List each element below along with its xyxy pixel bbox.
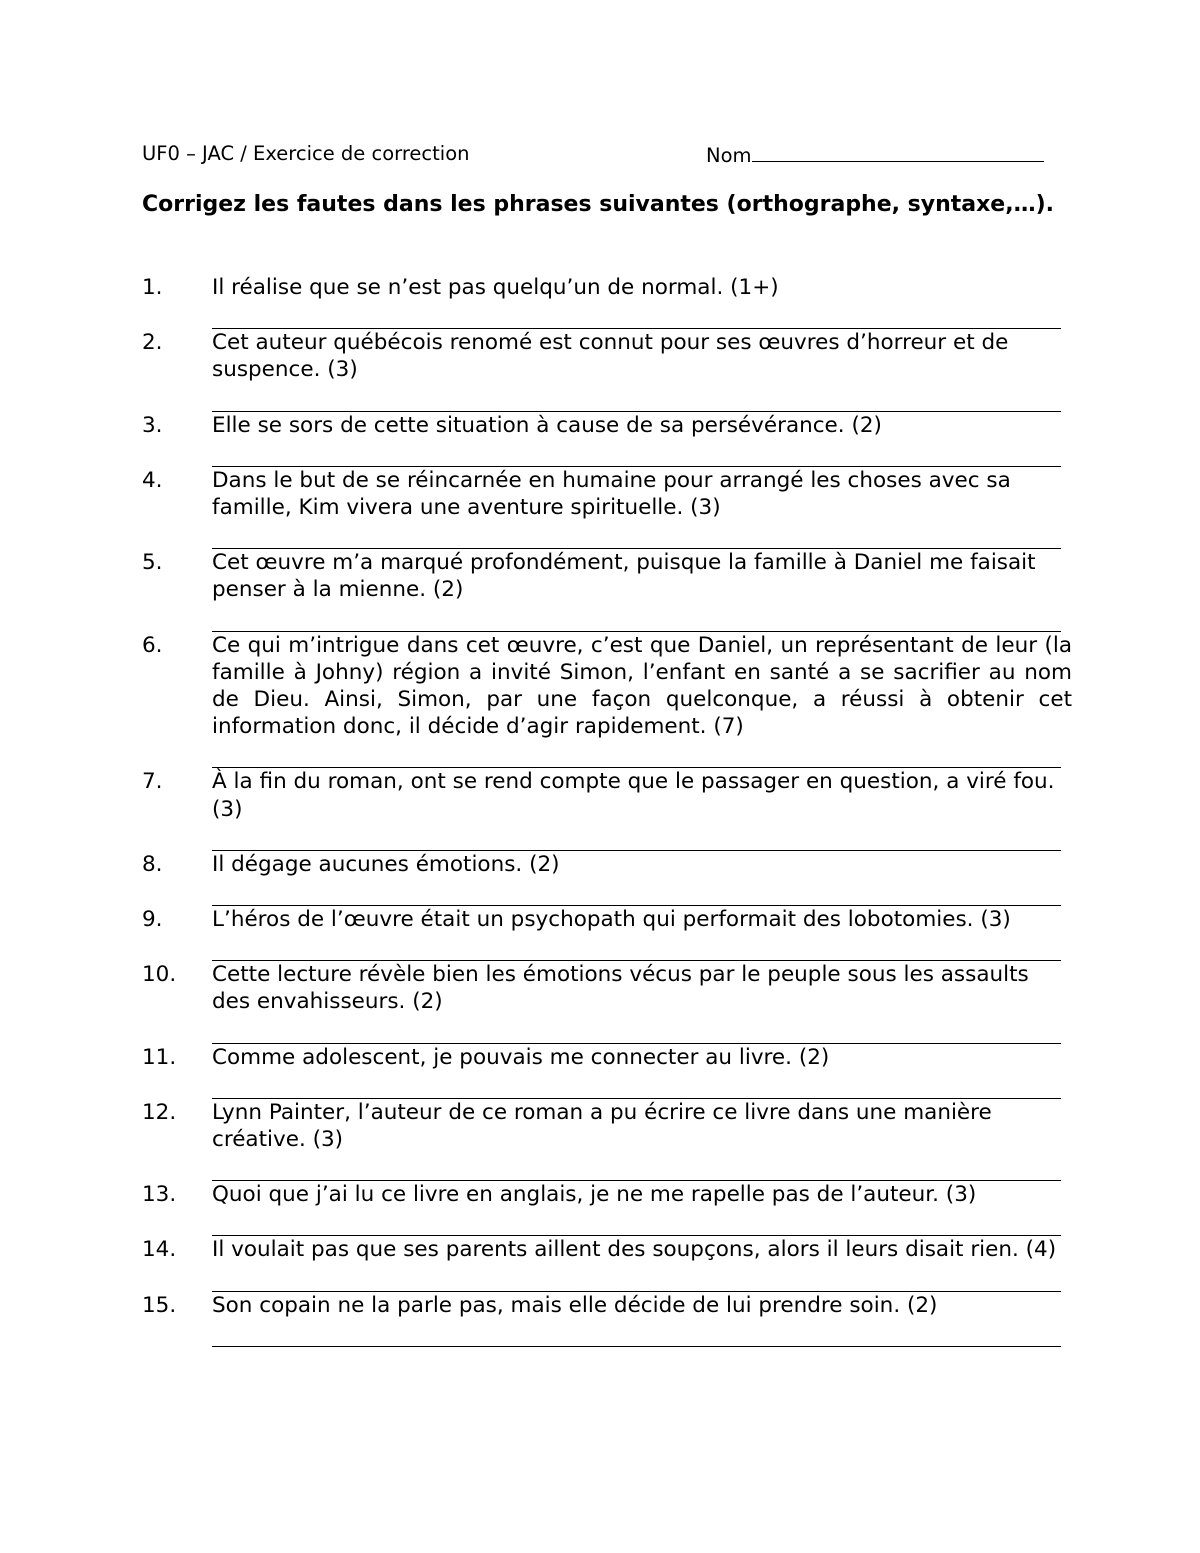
item-number: 7.	[142, 769, 163, 795]
item-sentence: L’héros de l’œuvre était un psychopath qui performait des lobotomies. (3)	[212, 907, 1011, 933]
name-field-group	[706, 141, 1044, 169]
answer-line[interactable]	[212, 1153, 1061, 1181]
exercise-item-7	[142, 768, 1072, 850]
item-sentence: Son copain ne la parle pas, mais elle décide de lui prendre soin. (2)	[212, 1292, 938, 1318]
exercise-list	[142, 274, 1072, 1347]
item-number: 9.	[142, 907, 163, 933]
exercise-item-2	[142, 329, 1072, 411]
name-blank-line[interactable]	[752, 141, 1044, 162]
item-number: 12.	[142, 1099, 177, 1125]
document-header	[142, 141, 1062, 167]
item-number: 3.	[142, 412, 163, 438]
answer-line[interactable]	[212, 384, 1061, 412]
item-number: 13.	[142, 1182, 177, 1208]
answer-line[interactable]	[212, 439, 1061, 467]
instructions: Corrigez les fautes dans les phrases suivantes (orthographe, syntaxe,…).	[142, 192, 1055, 217]
name-label: Nom	[706, 144, 752, 167]
exercise-item-9	[142, 906, 1072, 961]
item-sentence: Quoi que j’ai lu ce livre en anglais, je ne me rapelle pas de l’auteur. (3)	[212, 1182, 977, 1208]
item-sentence: Il voulait pas que ses parents aillent des soupçons, alors il leurs disait rien. (4)	[212, 1237, 1057, 1263]
item-sentence: Il réalise que se n’est pas quelqu’un de normal. (1+)	[212, 275, 779, 300]
item-number: 10.	[142, 962, 177, 988]
item-sentence: Il dégage aucunes émotions. (2)	[212, 851, 560, 877]
answer-line[interactable]	[212, 933, 1061, 961]
answer-line[interactable]	[212, 1264, 1061, 1292]
item-sentence: Cet œuvre m’a marqué profondément, puisque la famille à Daniel me faisait penser à la mienne. (2)	[212, 550, 1036, 603]
exercise-item-5	[142, 549, 1072, 631]
exercise-item-6	[142, 632, 1072, 769]
exercise-item-10	[142, 961, 1072, 1043]
exercise-item-1	[142, 274, 1072, 329]
exercise-item-13	[142, 1181, 1072, 1236]
exercise-item-14	[142, 1236, 1072, 1291]
document-title: UF0 – JAC / Exercice de correction	[142, 142, 470, 165]
item-number: 6.	[142, 632, 163, 658]
exercise-item-3	[142, 412, 1072, 467]
item-number: 14.	[142, 1237, 177, 1263]
item-sentence: Dans le but de se réincarnée en humaine pour arrangé les choses avec sa famille, Kim vivera une aventure spirituelle. (3)	[212, 467, 1011, 521]
answer-line[interactable]	[212, 740, 1061, 768]
item-sentence: Elle se sors de cette situation à cause de sa persévérance. (2)	[212, 412, 882, 438]
exercise-item-4	[142, 467, 1072, 549]
answer-line[interactable]	[212, 878, 1061, 906]
answer-line[interactable]	[212, 823, 1061, 851]
item-number: 15.	[142, 1292, 177, 1318]
item-number: 5.	[142, 550, 163, 576]
answer-line[interactable]	[212, 1208, 1061, 1236]
answer-line[interactable]	[212, 1071, 1061, 1099]
item-number: 8.	[142, 851, 163, 877]
answer-line[interactable]	[212, 301, 1061, 329]
item-sentence: Ce qui m’intrigue dans cet œuvre, c’est que Daniel, un représentant de leur (la famille à Johny) région a invité Simon, l’enfant en santé a se sacrifier au nom de Dieu. Ainsi, Simon, par une façon quelconque, a réussi à obtenir cet information donc, il décide d’agir rapidement. (7)	[212, 632, 1072, 740]
item-number: 1.	[142, 275, 163, 300]
item-sentence: Lynn Painter, l’auteur de ce roman a pu écrire ce livre dans une manière créative. (3)	[212, 1099, 992, 1153]
item-number: 2.	[142, 330, 163, 356]
answer-line[interactable]	[212, 604, 1061, 632]
item-sentence: Cette lecture révèle bien les émotions vécus par le peuple sous les assaults des envahisseurs. (2)	[212, 962, 1029, 1015]
exercise-item-12	[142, 1099, 1072, 1181]
item-number: 4.	[142, 467, 163, 493]
exercise-item-15	[142, 1292, 1072, 1347]
item-number: 11.	[142, 1044, 177, 1070]
answer-line[interactable]	[212, 1016, 1061, 1044]
item-sentence: Comme adolescent, je pouvais me connecter au livre. (2)	[212, 1044, 830, 1070]
exercise-item-8	[142, 851, 1072, 906]
item-sentence: À la fin du roman, ont se rend compte que le passager en question, a viré fou. (3)	[212, 769, 1055, 822]
answer-line[interactable]	[212, 521, 1061, 549]
item-sentence: Cet auteur québécois renomé est connut pour ses œuvres d’horreur et de suspence. (3)	[212, 330, 1009, 383]
answer-line[interactable]	[212, 1319, 1061, 1347]
exercise-item-11	[142, 1044, 1072, 1099]
